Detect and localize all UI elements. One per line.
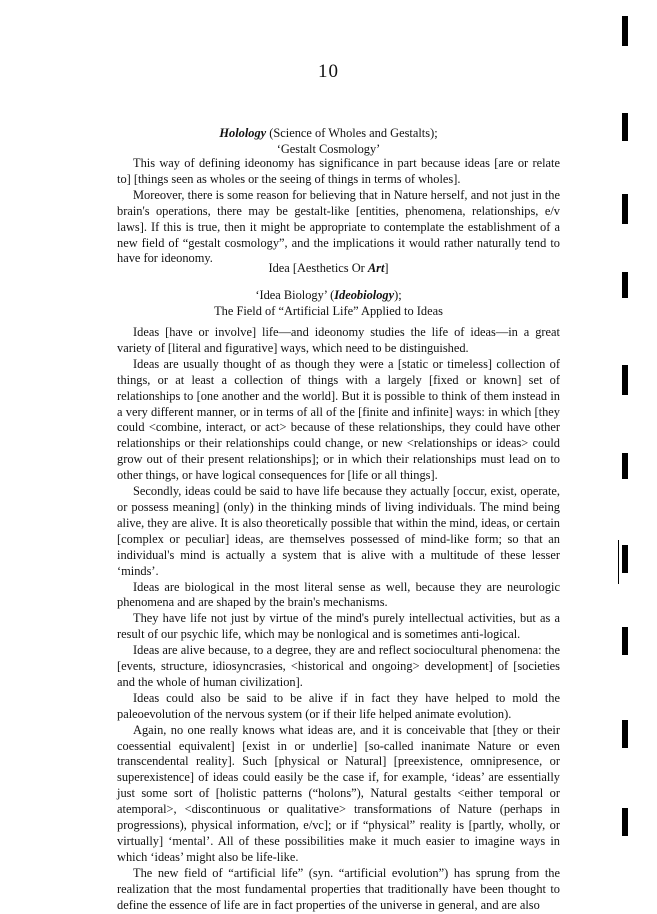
- heading-idea-biology-bold: Ideobiology: [334, 288, 395, 302]
- scan-mark: [622, 113, 628, 141]
- scan-tick: [618, 540, 619, 584]
- paragraph: This way of defining ideonomy has significance in part because ideas [are or relate to] [things seen as wholes or the seeing of things in terms of wholes].: [117, 156, 560, 186]
- scan-mark: [622, 545, 628, 573]
- heading-idea-biology: ‘Idea Biology’ (Ideobiology); The Field of “Artificial Life” Applied to Ideas: [0, 287, 657, 319]
- paragraph: Ideas are alive because, to a degree, they are and reflect sociocultural phenomena: the [events, structure, idiosyncrasies, <historical and ongoing> development] of [societies and the whole of human civilization].: [117, 643, 560, 689]
- scan-mark: [622, 453, 628, 479]
- paragraph: Ideas [have or involve] life—and ideonomy studies the life of ideas—in a great variety of [literal and figurative] ways, which need to be distinguished.: [117, 325, 560, 355]
- heading-idea-aesthetics: Idea [Aesthetics Or Art]: [268, 261, 389, 275]
- section-idea-biology-body: [117, 325, 560, 914]
- scan-mark: [622, 194, 628, 224]
- scan-mark: [622, 627, 628, 655]
- section-holology-body: [117, 156, 560, 267]
- scan-mark: [622, 808, 628, 836]
- scan-mark: [622, 365, 628, 395]
- heading-holology-bold: Holology: [219, 126, 267, 140]
- scan-mark: [622, 272, 628, 298]
- paragraph: The new field of “artificial life” (syn. “artificial evolution”) has sprung from the realization that the most fundamental properties that traditionally have been thought to define the essence of life are in fact properties of the universe in general, and are also: [117, 865, 560, 912]
- page-number: 10: [318, 61, 339, 82]
- paragraph: Ideas could also be said to be alive if in fact they have helped to mold the paleoevolution of the nervous system (or if their life helped animate evolution).: [117, 690, 560, 721]
- paragraph: Secondly, ideas could be said to have life because they actually [occur, exist, operate, or possess meaning] (only) in the thinking minds of living individuals. The mind being alive, they are alive. It is also theoretically possible that within the mind, ideas, or certain [complex or peculiar] ideas, are themselves possessed of mind-like form; so that an individual's mind is actually a system that is alive with a multitude of these lesser ‘minds’.: [117, 484, 560, 578]
- scan-mark: [622, 16, 628, 46]
- heading-holology-subtitle: ‘Gestalt Cosmology’: [276, 142, 381, 156]
- heading-idea-aesthetics-bold: Art: [367, 261, 385, 275]
- paragraph: Again, no one really knows what ideas are, and it is conceivable that [they or their coessential equivalent] [exist in or underlie] [so-called inanimate Nature or even transcendental reality]. Such [physical or Natural] [preexistence, omnipresence, or superexistence] of ideas could easily be the case if, for example, ‘ideas’ are essentially just some sort of [holistic patterns (“holons”), Natural gestalts <either temporal or atemporal>, <discontinuous or qualitative> transformations of Nature (perhaps in progressions), physical information, e/vc]; or if “physical” reality is [partly, wholly, or virtually] ‘mental’. All of these possibilities make it much easier to imagine ways in which ‘ideas’ might also be life-like.: [117, 722, 560, 864]
- paragraph: Moreover, there is some reason for believing that in Nature herself, and not just in the brain's operations, there may be gestalt-like [entities, phenomena, relationships, e/v laws]. If this is true, then it might be appropriate to contemplate the establishment of a new field of “gestalt cosmology”, and the implications it would rather naturally tend to have for ideonomy.: [117, 187, 560, 266]
- scan-mark: [622, 720, 628, 748]
- paragraph: Ideas are usually thought of as though they were a [static or timeless] collection of things, or at least a collection of things with a largely [fixed or known] set of relationships to [one another and the world]. But it is possible to think of them instead in a very different manner, or in terms of all of the [finite and infinite] ways: in which [they could <combine, interact, or act> because of these relationships, they could have other relationships or their relationships could change, or new <relationships or ideas> could grow out of their present relationships]; or in which their relationships must lead on to other things, or have logical consequences for [life or all things].: [117, 356, 560, 483]
- paragraph: They have life not just by virtue of the mind's purely intellectual activities, but as a result of our psychic life, which may be nonlogical and is sometimes anti-logical.: [117, 611, 560, 642]
- heading-idea-biology-subtitle: The Field of “Artificial Life” Applied to Ideas: [214, 304, 443, 318]
- heading-holology-rest: (Science of Wholes and Gestalts);: [266, 126, 438, 140]
- paragraph: Ideas are biological in the most literal sense as well, because they are neurologic phenomena and are shaped by the brain's mechanisms.: [117, 579, 560, 610]
- heading-holology: [0, 125, 657, 157]
